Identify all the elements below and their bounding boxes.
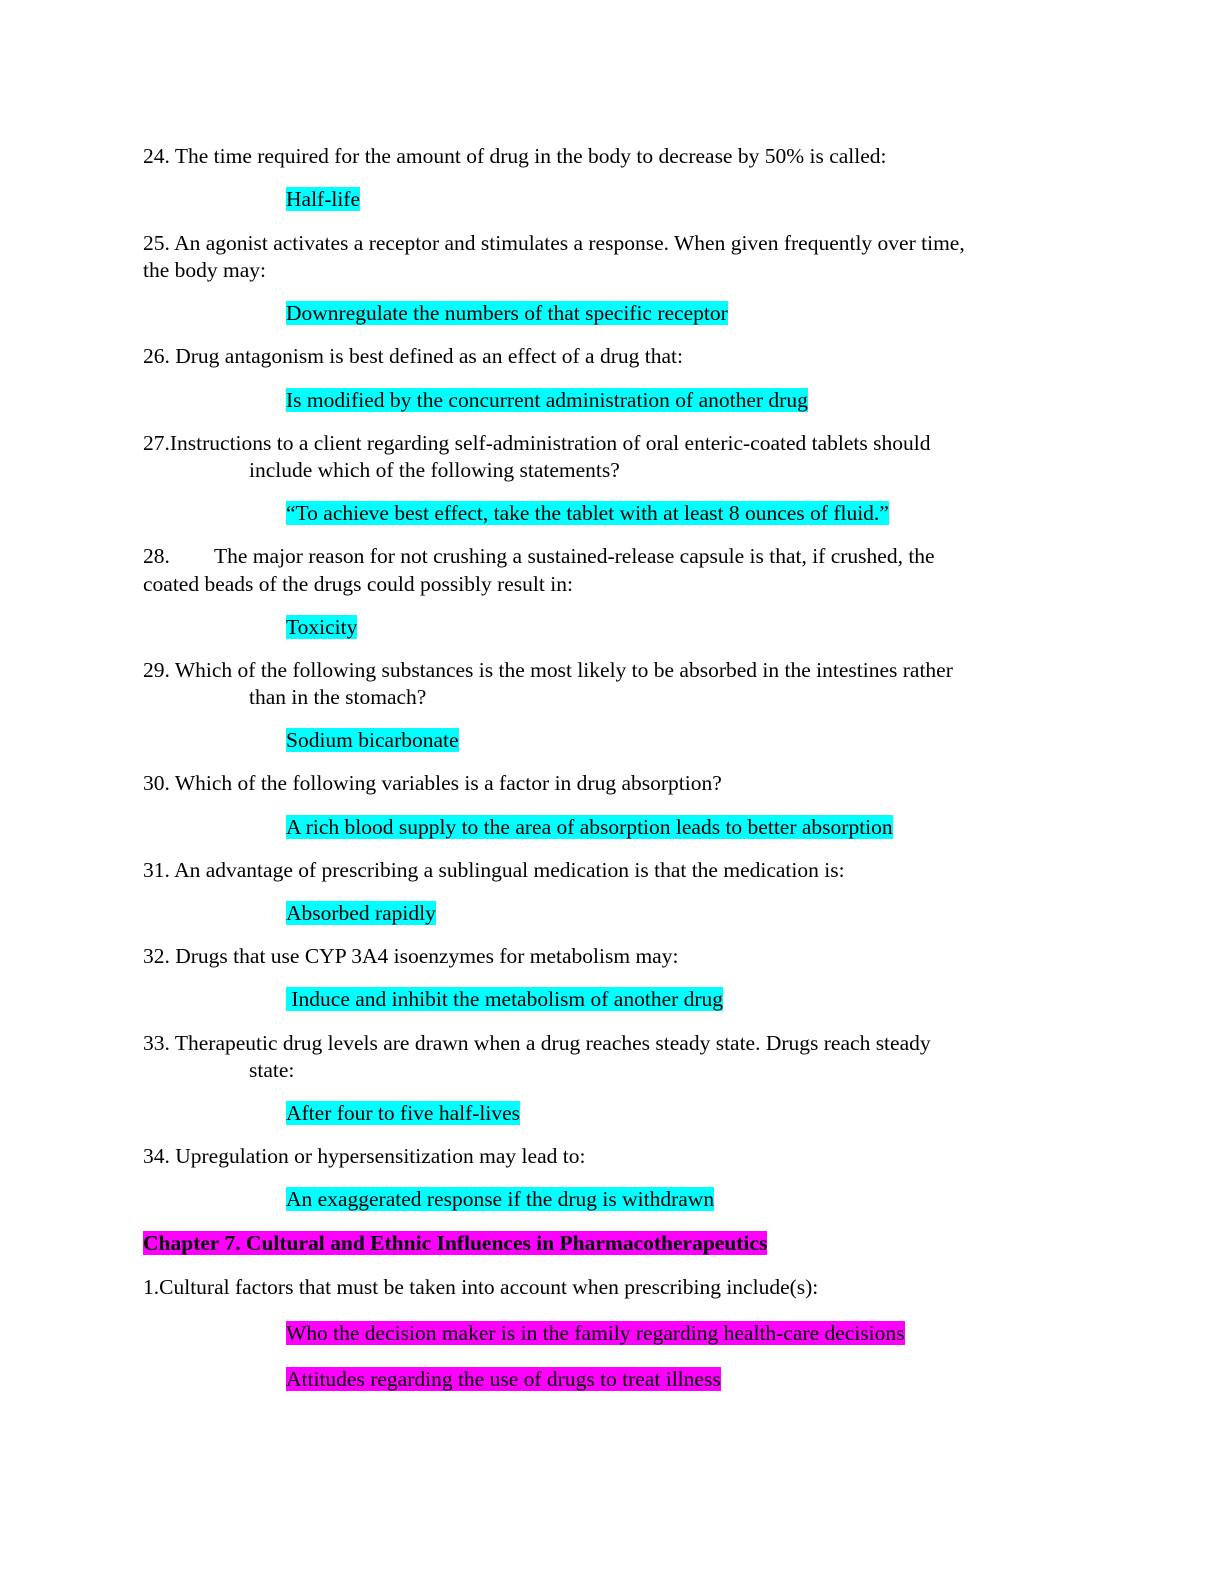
answer-26-text: Is modified by the concurrent administration of another drug — [286, 388, 808, 412]
answer-30-text: A rich blood supply to the area of absorption leads to better absorption — [286, 815, 893, 839]
chapter-answer-2-text: Attitudes regarding the use of drugs to treat illness — [286, 1367, 721, 1391]
question-24: 24. The time required for the amount of drug in the body to decrease by 50% is called: — [143, 144, 887, 168]
question-32: 32. Drugs that use CYP 3A4 isoenzymes for metabolism may: — [143, 944, 679, 968]
question-25: 25. An agonist activates a receptor and stimulates a response. When given frequently over time, — [143, 231, 965, 255]
answer-25-text: Downregulate the numbers of that specific receptor — [286, 301, 728, 325]
question-28-number: 28. — [143, 544, 170, 568]
answer-24-text: Half-life — [286, 187, 361, 211]
answer-25 — [285, 300, 729, 327]
answer-32 — [285, 986, 724, 1013]
question-27: 27.Instructions to a client regarding self-administration of oral enteric-coated tablets should — [143, 431, 931, 455]
answer-33-text: After four to five half-lives — [286, 1101, 521, 1125]
question-28-text: The major reason for not crushing a sustained-release capsule is that, if crushed, the — [214, 544, 935, 568]
chapter-answer-1-text: Who the decision maker is in the family regarding health-care decisions — [286, 1321, 905, 1345]
answer-27-text: “To achieve best effect, take the tablet with at least 8 ounces of fluid.” — [286, 501, 889, 525]
question-31: 31. An advantage of prescribing a sublingual medication is that the medication is: — [143, 858, 845, 882]
answer-29-text: Sodium bicarbonate — [286, 728, 459, 752]
question-33-continued: state: — [249, 1058, 295, 1082]
answer-30 — [285, 814, 894, 841]
answer-31-text: Absorbed rapidly — [286, 901, 436, 925]
question-28-continued: coated beads of the drugs could possibly result in: — [143, 572, 573, 596]
question-25-continued: the body may: — [143, 258, 267, 282]
answer-32-text: Induce and inhibit the metabolism of another drug — [286, 987, 724, 1011]
question-27-continued: include which of the following statements? — [249, 458, 620, 482]
answer-27 — [285, 500, 890, 527]
chapter-question-1: 1.Cultural factors that must be taken into account when prescribing include(s): — [143, 1275, 819, 1299]
question-29: 29. Which of the following substances is the most likely to be absorbed in the intestines rather — [143, 658, 953, 682]
question-34: 34. Upregulation or hypersensitization may lead to: — [143, 1144, 586, 1168]
chapter-answer-2 — [285, 1366, 722, 1393]
answer-24 — [285, 186, 361, 213]
question-26: 26. Drug antagonism is best defined as an effect of a drug that: — [143, 344, 683, 368]
chapter-heading-text: Chapter 7. Cultural and Ethnic Influences in Pharmacotherapeutics — [143, 1231, 768, 1255]
question-29-continued: than in the stomach? — [249, 685, 427, 709]
question-28 — [143, 543, 935, 570]
answer-33 — [285, 1100, 521, 1127]
answer-28 — [285, 614, 358, 641]
answer-26 — [285, 387, 809, 414]
question-33: 33. Therapeutic drug levels are drawn when a drug reaches steady state. Drugs reach steady — [143, 1031, 931, 1055]
answer-34 — [285, 1186, 715, 1213]
answer-31 — [285, 900, 437, 927]
answer-29 — [285, 727, 460, 754]
chapter-heading — [143, 1230, 767, 1257]
question-30: 30. Which of the following variables is a factor in drug absorption? — [143, 771, 722, 795]
chapter-answer-1 — [285, 1320, 906, 1347]
answer-34-text: An exaggerated response if the drug is withdrawn — [286, 1187, 715, 1211]
answer-28-text: Toxicity — [286, 615, 358, 639]
